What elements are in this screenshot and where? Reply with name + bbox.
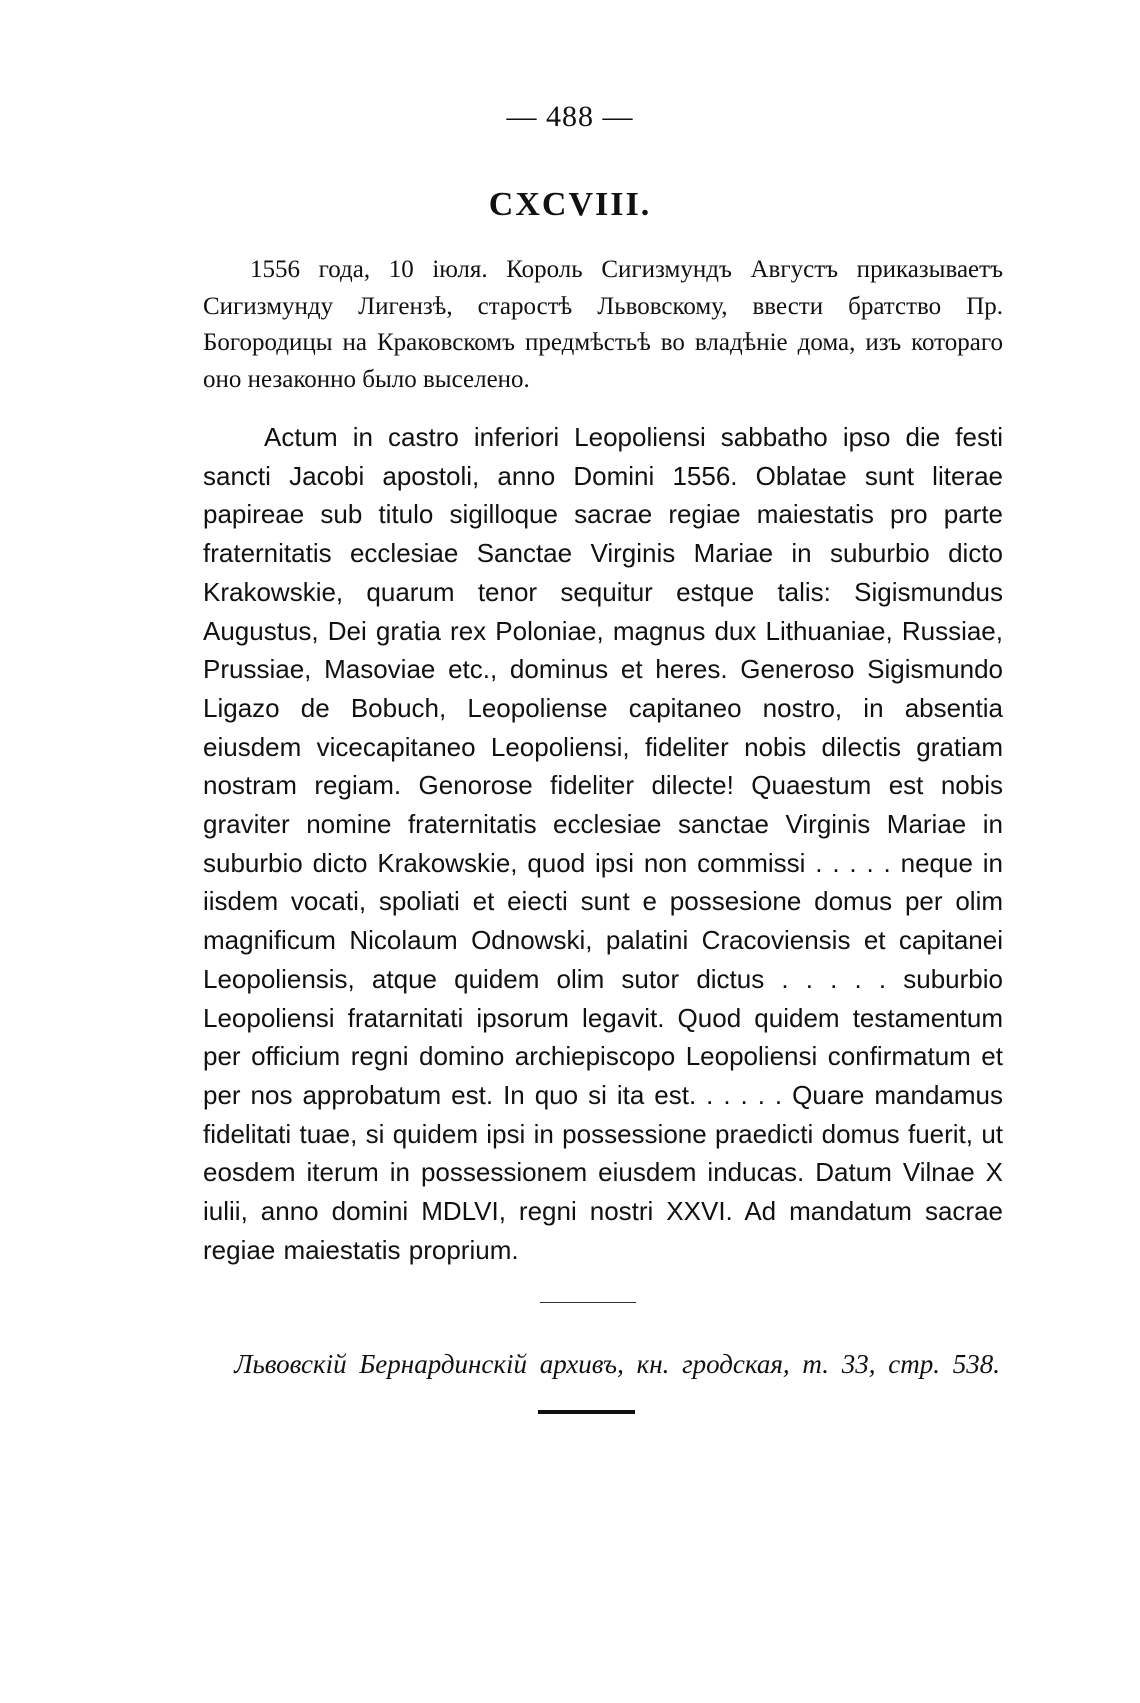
end-rule <box>538 1410 635 1414</box>
page-number: — 488 — <box>506 100 634 133</box>
document-body: Actum in castro inferiori Leopoliensi sabbatho ipso die festi sancti Jacobi apostoli, anno Domini 1556. Oblatae sunt literae papireae sub titulo sigilloque sacrae regiae maiestatis pro parte fraternitatis ecclesiae Sanctae Virginis Mariae in suburbio dicto Krakowskie, quarum tenor sequitur estque talis: Sigismundus Augustus, Dei gratia rex Poloniae, magnus dux Lithuaniae, Russiae, Prussiae, Masoviae etc., dominus et heres. Generoso Sigismundo Ligazo de Bobuch, Leopoliense capitaneo nostro, in absentia eiusdem vicecapitaneo Leopoliensi, fideliter nobis dilectis gratiam nostram regiam. Genorose fideliter dilecte! Quaestum est nobis graviter nomine fraternitatis ecclesiae sanctae Virginis Mariae in suburbio dicto Krakowskie, quod ipsi non commissi . . . . . neque in iisdem vocati, spoliati et eiecti sunt e possesione domus per olim magnificum Nicolaum Odnowski, palatini Cracoviensis et capitanei Leopoliensis, atque quidem olim sutor dictus . . . . . suburbio Leopoliensi fratarnitati ipsorum legavit. Quod quidem testamentum per officium regni domino archiepiscopo Leopoliensi confirmatum et per nos approbatum est. In quo si ita est. . . . . . Quare mandamus fidelitati tuae, si quidem ipsi in possessione praedicti domus fuerit, ut eosdem iterum in possessionem eiusdem inducas. Datum Vilnae X iulii, anno domini MDLVI, regni nostri XXVI. Ad mandatum sacrae regiae maiestatis proprium. <box>203 422 1003 1265</box>
document-summary: 1556 года, 10 іюля. Король Сигизмундъ Августъ приказываетъ Сигизмунду Лигензѣ, старостѣ Львовскому, ввести братство Пр. Богородицы на Краковскомъ предмѣстьѣ во владѣніе дома, изъ котораго оно незаконно было выселено. <box>203 256 1003 393</box>
document-number: CXCVIII. <box>488 186 652 223</box>
source-citation: Львовскій Бернардинскій архивъ, кн. гродская, т. 33, стр. 538. <box>234 1349 1000 1379</box>
separator-rule <box>540 1302 636 1303</box>
